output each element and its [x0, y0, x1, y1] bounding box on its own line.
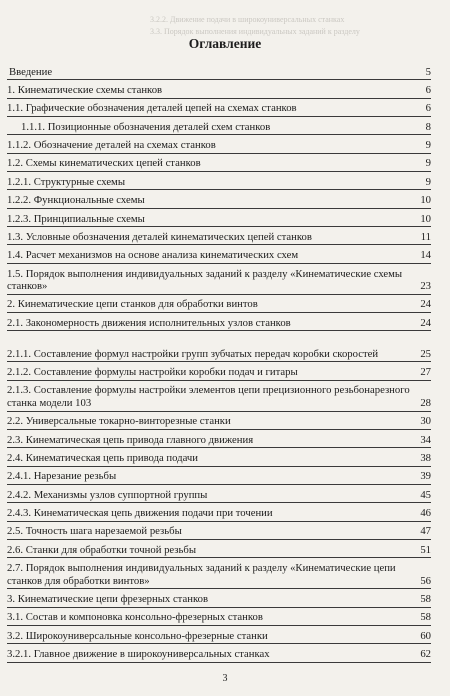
toc-entry-page: 27	[420, 366, 431, 379]
toc-entry-title: 2.1.1. Составление формул настройки групп зубчатых передач коробки скоростей	[7, 347, 379, 360]
bleed-line: 3.3. Порядок выполнения индивидуальных заданий к разделу	[150, 27, 360, 36]
toc-entry-title: 1.1.1. Позиционные обозначения деталей схем станков	[21, 120, 271, 133]
toc-entry-page: 51	[420, 543, 431, 556]
toc-entry[interactable]	[7, 190, 431, 208]
toc-entry[interactable]	[7, 448, 431, 466]
toc-entry[interactable]	[7, 503, 431, 521]
toc-entry[interactable]	[7, 117, 431, 135]
toc-entry-page: 8	[425, 120, 431, 133]
toc-entry-page: 10	[420, 212, 431, 225]
toc-entry-title: 1. Кинематические схемы станков	[7, 84, 163, 97]
toc-entry-page: 5	[425, 65, 431, 78]
toc-entry[interactable]	[7, 227, 431, 245]
toc-entry[interactable]	[7, 412, 431, 430]
toc-entry-title: 2.6. Станки для обработки точной резьбы	[7, 543, 197, 556]
toc-entry[interactable]	[7, 154, 431, 172]
toc-entry-title: 1.3. Условные обозначения деталей кинематических цепей станков	[7, 230, 312, 243]
toc-entry-page: 6	[425, 102, 431, 115]
toc-entry-page: 45	[420, 488, 431, 501]
toc-entry[interactable]	[7, 80, 431, 98]
toc-entry[interactable]	[7, 381, 431, 412]
toc-entry-title: 2.4.1. Нарезание резьбы	[7, 470, 117, 483]
toc-entry[interactable]	[7, 362, 431, 380]
toc-entry[interactable]	[7, 644, 431, 662]
toc-entry-page: 24	[420, 316, 431, 329]
page-number: 3	[222, 673, 228, 684]
toc-entry-title: 3.2. Широкоуниверсальные консольно-фрезерные станки	[7, 629, 268, 642]
toc-entry-page: 9	[425, 157, 431, 170]
toc-entry[interactable]	[7, 245, 431, 263]
toc-entry-page: 62	[420, 648, 431, 661]
toc-entry-title: 2.5. Точность шага нарезаемой резьбы	[7, 525, 182, 538]
toc-entry-page: 60	[420, 629, 431, 642]
toc-entry-title: 1.2.1. Структурные схемы	[7, 175, 126, 188]
toc-entry-page: 28	[420, 397, 431, 410]
toc-entry-page: 46	[420, 507, 431, 520]
toc-entry[interactable]	[7, 540, 431, 558]
toc-entry[interactable]	[7, 99, 431, 117]
toc-entry-page: 14	[420, 249, 431, 262]
toc-entry-page: 6	[425, 84, 431, 97]
toc-entry-page: 58	[420, 611, 431, 624]
toc-entry-title: 3.1. Состав и компоновка консольно-фрезерных станков	[7, 611, 263, 624]
table-of-contents	[7, 62, 431, 663]
toc-entry-page: 9	[425, 139, 431, 152]
toc-entry[interactable]	[7, 331, 431, 362]
toc-entry[interactable]	[7, 589, 431, 607]
toc-entry-page: 9	[425, 175, 431, 188]
toc-entry-page: 47	[420, 525, 431, 538]
toc-entry-title: 2.7. Порядок выполнения индивидуальных заданий к разделу «Кинематические цепи станков для обработки винтов»	[7, 562, 396, 587]
toc-entry[interactable]	[7, 135, 431, 153]
toc-entry-title: Введение	[9, 65, 53, 78]
toc-entry-title: 1.5. Порядок выполнения индивидуальных заданий к разделу «Кинематические схемы станков»	[7, 267, 403, 293]
toc-entry[interactable]	[7, 264, 431, 295]
toc-entry[interactable]	[7, 608, 431, 626]
toc-entry[interactable]	[7, 626, 431, 644]
toc-entry-page: 30	[420, 415, 431, 428]
toc-entry[interactable]	[7, 313, 431, 331]
page-title: Оглавление	[188, 36, 262, 51]
toc-entry[interactable]	[7, 467, 431, 485]
toc-entry-page: 11	[420, 230, 431, 243]
toc-entry-page: 58	[420, 593, 431, 606]
bleed-line: 3.2.2. Движение подачи в широкоуниверсальных станках	[150, 15, 345, 24]
toc-entry-title: 2.4.3. Кинематическая цепь движения подачи при точении	[7, 507, 273, 520]
toc-entry-title: 1.2. Схемы кинематических цепей станков	[7, 157, 201, 170]
toc-entry-title: 1.2.2. Функциональные схемы	[7, 194, 145, 207]
toc-entry[interactable]	[7, 295, 431, 313]
toc-entry-title: 1.4. Расчет механизмов на основе анализа кинематических схем	[7, 249, 299, 262]
toc-entry-title: 2.4. Кинематическая цепь привода подачи	[7, 452, 199, 465]
toc-entry[interactable]	[7, 209, 431, 227]
bleed-through-text	[150, 14, 440, 38]
toc-entry-title: 2.4.2. Механизмы узлов суппортной группы	[7, 488, 208, 501]
toc-entry-title: 2.2. Универсальные токарно-винторезные станки	[7, 415, 231, 428]
toc-entry-title: 2.3. Кинематическая цепь привода главного движения	[7, 433, 254, 446]
toc-entry-title: 3.2.1. Главное движение в широкоуниверсальных станках	[7, 648, 270, 661]
toc-entry[interactable]	[7, 485, 431, 503]
toc-entry-title: 1.1. Графические обозначения деталей цепей на схемах станков	[7, 102, 297, 115]
toc-entry-page: 56	[420, 574, 431, 587]
toc-entry-title: 1.2.3. Принципиальные схемы	[7, 212, 145, 225]
toc-entry-title: 2.1.3. Составление формулы настройки элементов цепи прецизионного резьбонарезного станка модели 103	[7, 384, 410, 410]
toc-entry[interactable]	[7, 558, 431, 589]
toc-entry[interactable]	[7, 62, 431, 80]
toc-entry-page: 38	[420, 452, 431, 465]
toc-entry-page: 39	[420, 470, 431, 483]
toc-entry-page: 34	[420, 433, 431, 446]
toc-entry-title: 2.1.2. Составление формулы настройки коробки подач и гитары	[7, 366, 298, 379]
toc-entry-title: 2.1. Закономерность движения исполнительных узлов станков	[7, 316, 291, 329]
toc-entry-title: 2. Кинематические цепи станков для обработки винтов	[7, 298, 258, 311]
toc-entry-page: 10	[420, 194, 431, 207]
toc-entry-title: 1.1.2. Обозначение деталей на схемах станков	[7, 139, 216, 152]
toc-entry-page: 25	[420, 347, 431, 360]
toc-entry-page: 23	[420, 280, 431, 293]
toc-entry-page: 24	[420, 298, 431, 311]
toc-entry[interactable]	[7, 430, 431, 448]
toc-entry[interactable]	[7, 522, 431, 540]
toc-entry[interactable]	[7, 172, 431, 190]
toc-entry-title: 3. Кинематические цепи фрезерных станков	[7, 593, 208, 606]
